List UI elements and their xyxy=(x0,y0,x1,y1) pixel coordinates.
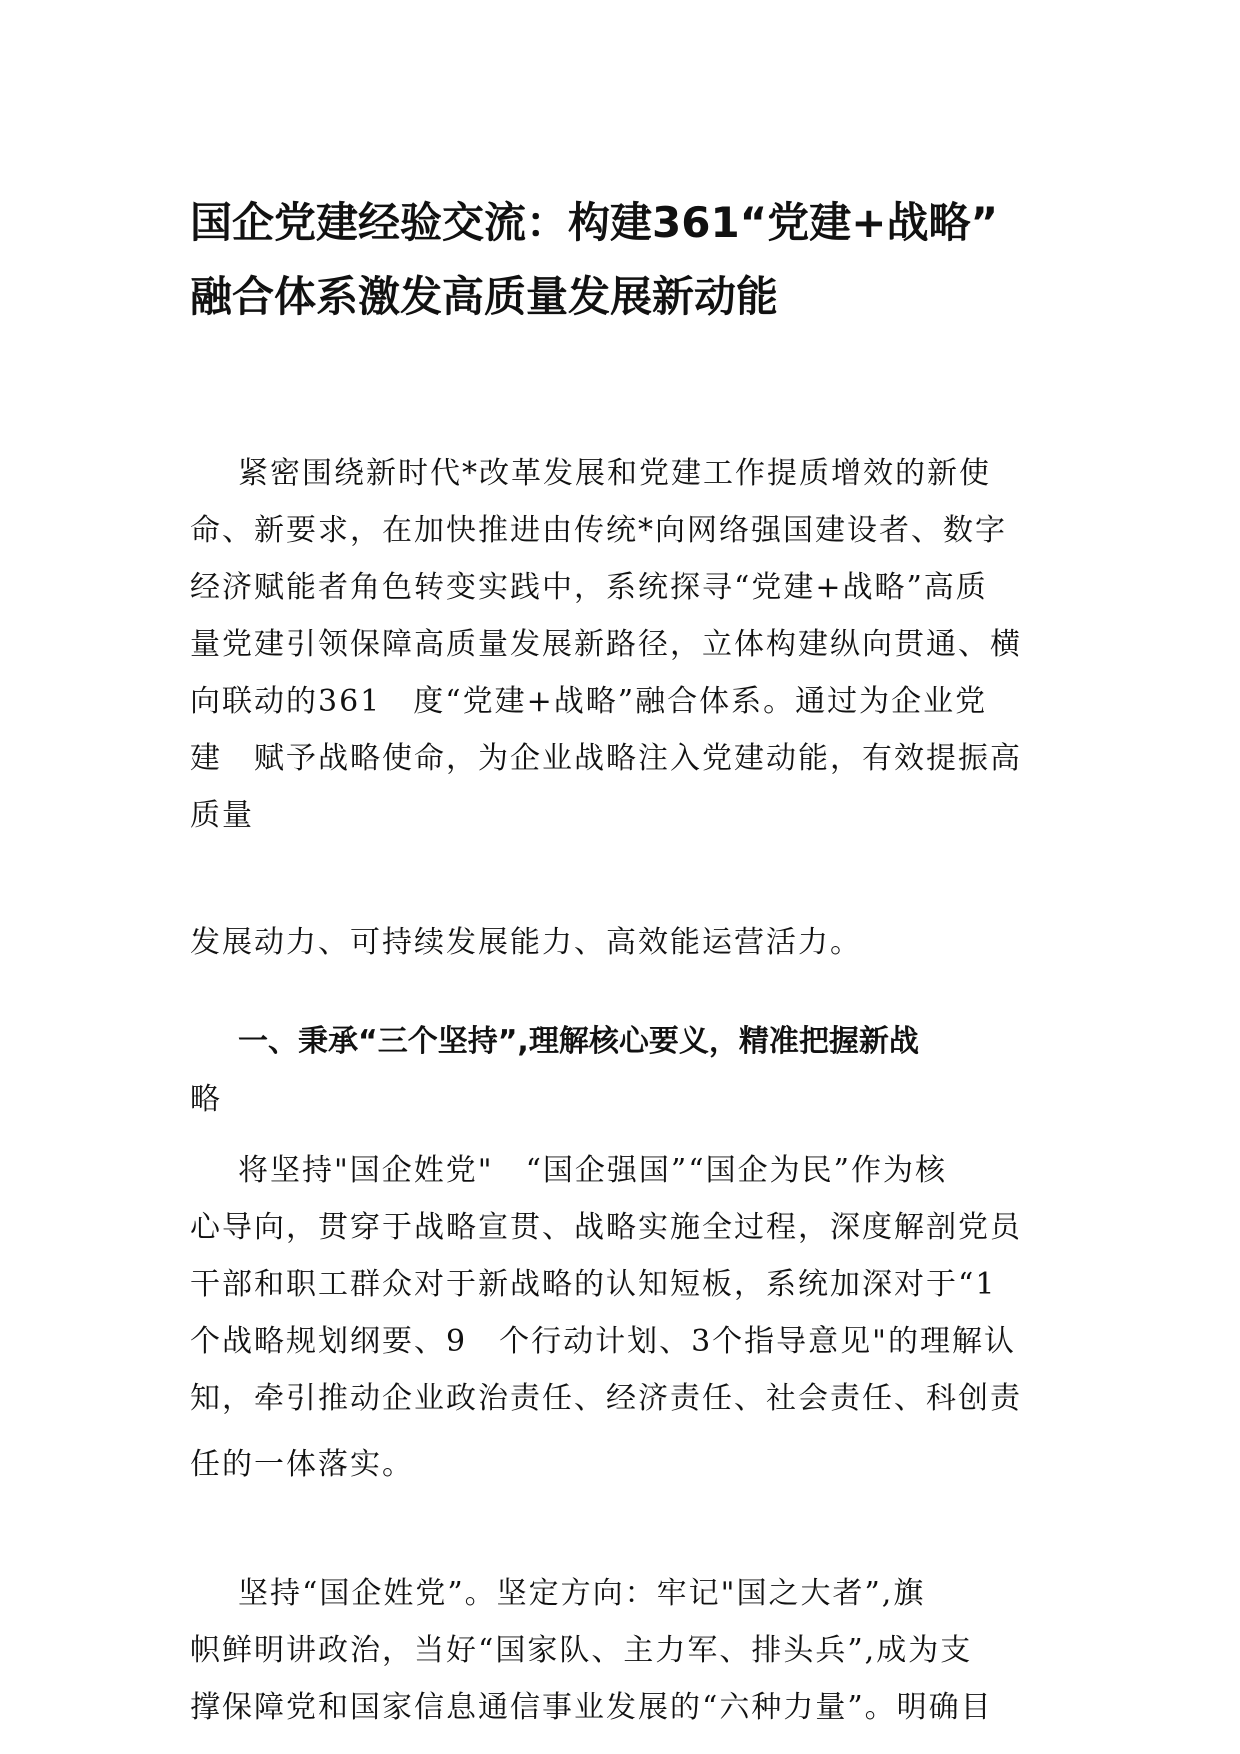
document-title xyxy=(190,186,1070,334)
section-1-p2-line-3: 撑保障党和国家信息通信事业发展的“六种力量”。明确目 xyxy=(190,1690,993,1725)
section-1-heading-line-1: 一、秉承“三个坚持”,理解核心要义，精准把握新战 xyxy=(238,1024,919,1059)
section-1-heading-line-2: 略 xyxy=(190,1082,220,1117)
intro-tail-line: 发展动力、可持续发展能力、高效能运营活力。 xyxy=(190,925,862,960)
section-1-p2-line-2: 帜鲜明讲政治，当好“国家队、主力军、排头兵”,成为支 xyxy=(190,1633,973,1668)
section-1-line-5: 知，牵引推动企业政治责任、经济责任、社会责任、科创责 xyxy=(190,1381,1022,1416)
section-1-tail-line: 任的一体落实。 xyxy=(190,1447,414,1482)
intro-line-1: 紧密围绕新时代*改革发展和党建工作提质增效的新使 xyxy=(238,456,991,491)
section-1-heading xyxy=(190,1013,1070,1129)
intro-line-4: 量党建引领保障高质量发展新路径，立体构建纵向贯通、横 xyxy=(190,627,1022,662)
section-1-paragraph-2 xyxy=(190,1565,1060,1736)
intro-line-5: 向联动的361 度“党建+战略”融合体系。通过为企业党 xyxy=(190,684,988,719)
title-line-1: 国企党建经验交流：构建361“党建+战略” xyxy=(190,198,999,247)
intro-tail-paragraph xyxy=(190,914,1060,971)
title-line-2: 融合体系激发高质量发展新动能 xyxy=(190,272,779,321)
intro-line-3: 经济赋能者角色转变实践中，系统探寻“党建+战略”高质 xyxy=(190,570,988,605)
intro-line-2: 命、新要求，在加快推进由传统*向网络强国建设者、数字 xyxy=(190,513,1007,548)
section-1-p2-line-1: 坚持“国企姓党”。坚定方向：牢记"国之大者”,旗 xyxy=(238,1576,926,1611)
intro-paragraph xyxy=(190,445,1060,844)
section-1-paragraph xyxy=(190,1142,1060,1427)
section-1-paragraph-tail xyxy=(190,1436,1060,1493)
section-1-line-3: 干部和职工群众对于新战略的认知短板，系统加深对于“1 xyxy=(190,1267,997,1302)
intro-line-7: 质量 xyxy=(190,798,254,833)
section-1-line-2: 心导向，贯穿于战略宣贯、战略实施全过程，深度解剖党员 xyxy=(190,1210,1022,1245)
intro-line-6: 建 赋予战略使命，为企业战略注入党建动能，有效提振高 xyxy=(190,741,1022,776)
section-1-line-1: 将坚持"国企姓党" “国企强国”“国企为民”作为核 xyxy=(238,1153,947,1188)
section-1-line-4: 个战略规划纲要、9 个行动计划、3个指导意见"的理解认 xyxy=(190,1324,1016,1359)
